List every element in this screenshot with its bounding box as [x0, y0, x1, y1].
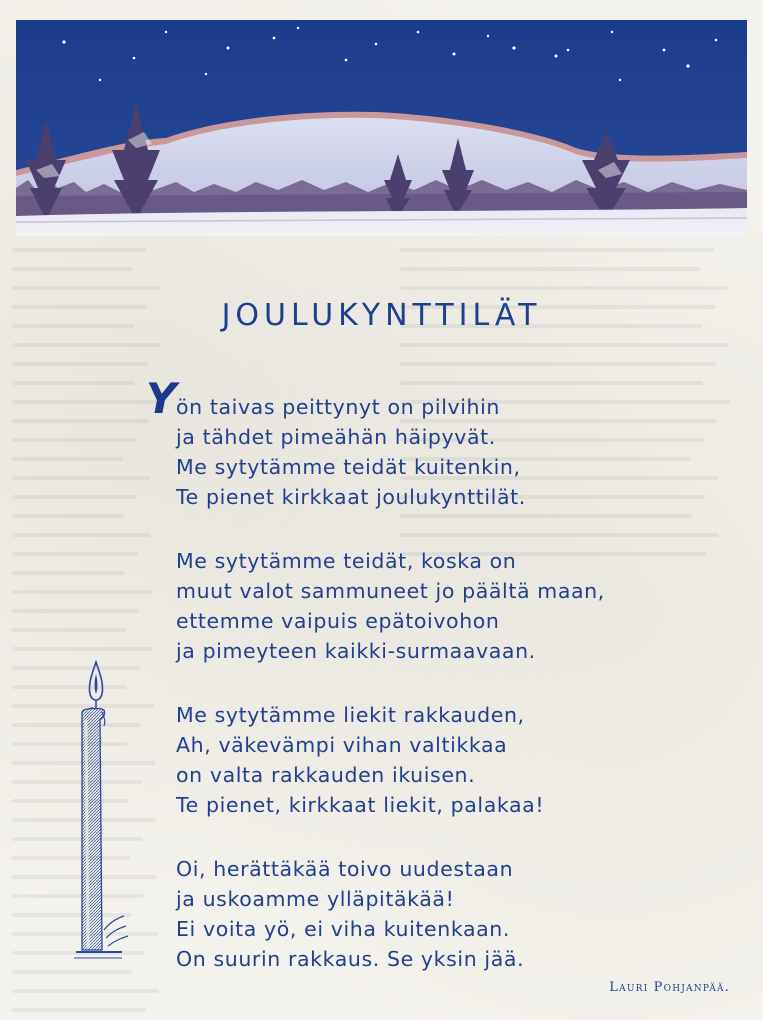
poem-line: Me sytytämme teidät, koska on: [176, 549, 517, 573]
ghost-line: [400, 248, 714, 252]
ghost-line: [12, 628, 126, 632]
poem-line: On suurin rakkaus. Se yksin jää.: [176, 947, 525, 971]
poem-line: Te pienet, kirkkaat liekit, palakaa!: [176, 793, 545, 817]
poem: [146, 374, 736, 1008]
poem-line: ja uskoamme ylläpitäkää!: [176, 887, 455, 911]
ghost-line: [12, 609, 139, 613]
ghost-line: [12, 286, 160, 290]
ghost-line: [12, 495, 137, 499]
stanza-3: [176, 700, 736, 820]
poem-line: Ah, väkevämpi vihan valtikkaa: [176, 733, 508, 757]
ghost-line: [12, 343, 161, 347]
ghost-line: [12, 381, 135, 385]
poem-line: on valta rakkauden ikuisen.: [176, 763, 476, 787]
stanza-1: [176, 392, 736, 512]
author-signature: Lauri Pohjanpää.: [609, 980, 730, 995]
ghost-line: [12, 457, 123, 461]
ghost-line: [12, 514, 124, 518]
ghost-line: [400, 267, 701, 271]
poem-line: muut valot sammuneet jo päältä maan,: [176, 579, 605, 603]
ghost-line: [12, 267, 133, 271]
ghost-line: [12, 590, 152, 594]
winter-night-landscape: [16, 20, 747, 236]
ghost-line: [12, 1008, 146, 1012]
poem-line: Ei voita yö, ei viha kuitenkaan.: [176, 917, 510, 941]
ghost-line: [12, 989, 159, 993]
poem-line: ja pimeyteen kaikki-surmaavaan.: [176, 639, 536, 663]
ghost-line: [12, 552, 138, 556]
candle-icon: [66, 660, 130, 960]
ghost-line: [12, 400, 162, 404]
stanza-4: [176, 854, 736, 974]
poem-line: ja tähdet pimeähän häipyvät.: [176, 425, 496, 449]
ghost-line: [400, 381, 703, 385]
poem-line: ön taivas peittynyt on pilvihin: [176, 395, 501, 419]
stanza-2: [176, 546, 736, 666]
ghost-line: [12, 438, 136, 442]
ghost-line: [12, 362, 148, 366]
ghost-line: [12, 571, 125, 575]
ghost-line: [12, 419, 149, 423]
poem-line: Me sytytämme teidät kuitenkin,: [176, 455, 521, 479]
ghost-line: [400, 362, 716, 366]
poem-title: JOULUKYNTTILÄT: [221, 298, 542, 333]
poem-line: Me sytytämme liekit rakkauden,: [176, 703, 525, 727]
drop-cap: Y: [146, 374, 178, 423]
poem-line: ettemme vaipuis epätoivohon: [176, 609, 500, 633]
ghost-line: [12, 647, 153, 651]
ghost-line: [400, 286, 728, 290]
ghost-line: [12, 970, 132, 974]
ghost-line: [400, 343, 729, 347]
ghost-line: [12, 476, 150, 480]
poem-line: Oi, herättäkää toivo uudestaan: [176, 857, 514, 881]
ghost-line: [12, 533, 151, 537]
poem-line: Te pienet kirkkaat joulukynttilät.: [176, 485, 526, 509]
ghost-line: [12, 248, 146, 252]
